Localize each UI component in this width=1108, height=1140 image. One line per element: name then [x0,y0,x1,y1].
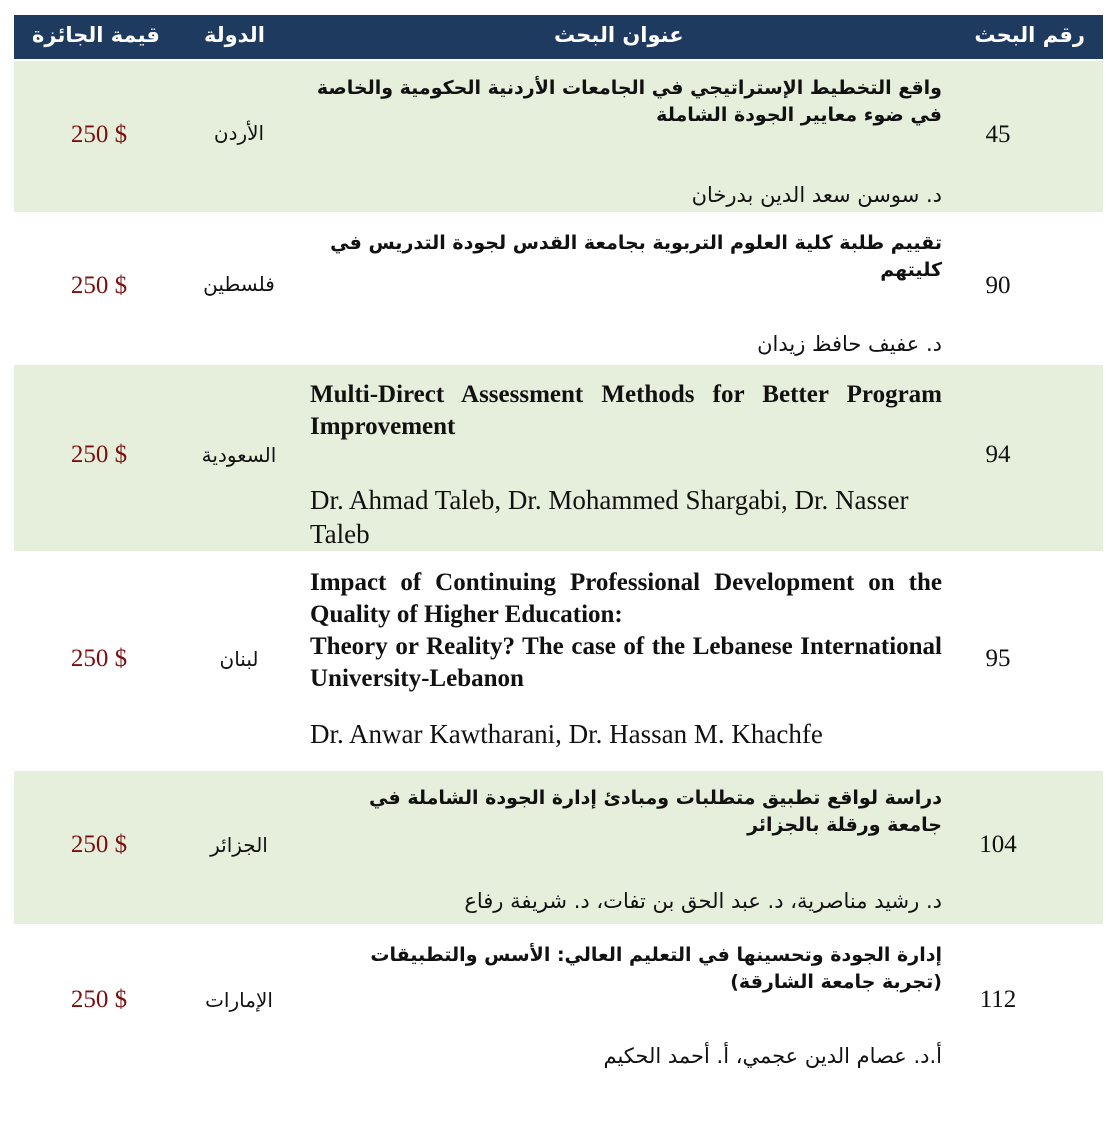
paper-title: إدارة الجودة وتحسينها في التعليم العالي: الأسس والتطبيقات (تجربة جامعة الشارقة) [370,944,942,993]
paper-country: الأردن [213,121,265,145]
paper-title-line-2: Theory or Reality? The case of the Lebanese International University-Lebanon [310,633,942,692]
paper-country: فلسطين [203,272,275,296]
header-country: الدولة [204,23,265,47]
prize-value: 250 $ [70,121,128,148]
table-row [14,551,1103,769]
paper-country: السعودية [201,443,277,467]
prize-value: 250 $ [70,986,128,1013]
table-row [14,769,1103,924]
table-row [14,924,1103,1086]
header-title: عنوان البحث [554,23,684,47]
table-row [14,212,1103,363]
paper-title: دراسة لواقع تطبيق متطلبات ومبادئ إدارة الجودة الشاملة في جامعة ورقلة بالجزائر [369,787,942,836]
paper-title: Multi-Direct Assessment Methods for Better Program Improvement [310,381,942,440]
paper-number: 95 [985,645,1011,672]
prize-value: 250 $ [70,645,128,672]
paper-country: الإمارات [205,988,273,1012]
table-row [14,363,1103,551]
prize-value: 250 $ [70,831,128,858]
paper-title: تقييم طلبة كلية العلوم التربوية بجامعة القدس لجودة التدريس في كليتهم [330,232,942,281]
prize-value: 250 $ [70,441,128,468]
paper-number: 94 [985,441,1011,468]
paper-authors: Dr. Anwar Kawtharani, Dr. Hassan M. Khachfe [310,719,823,749]
paper-authors: Dr. Ahmad Taleb, Dr. Mohammed Shargabi, Dr. Nasser Taleb [310,485,909,549]
table-header [14,15,1103,59]
paper-country: لبنان [219,647,259,671]
paper-country: الجزائر [210,833,268,857]
paper-authors: أ.د. عصام الدين عجمي، أ. أحمد الحكيم [603,1044,942,1068]
paper-authors: د. عفيف حافظ زيدان [757,332,942,356]
paper-number: 104 [979,831,1017,858]
paper-number: 112 [979,986,1017,1013]
table-row [14,59,1103,212]
paper-title: واقع التخطيط الإستراتيجي في الجامعات الأردنية الحكومية والخاصة في ضوء معايير الجودة الشاملة [316,77,942,126]
paper-authors: د. سوسن سعد الدين بدرخان [691,183,942,207]
paper-number: 45 [985,121,1011,148]
paper-number: 90 [985,272,1011,299]
prize-value: 250 $ [70,272,128,299]
paper-title-line-1: Impact of Continuing Professional Development on the Quality of Higher Education: [310,569,942,628]
header-number: رقم البحث [974,23,1085,47]
awards-table [14,15,1103,1086]
header-prize: قيمة الجائزة [32,23,160,47]
paper-authors: د. رشيد مناصرية، د. عبد الحق بن تفات، د. شريفة رفاع [464,889,942,913]
